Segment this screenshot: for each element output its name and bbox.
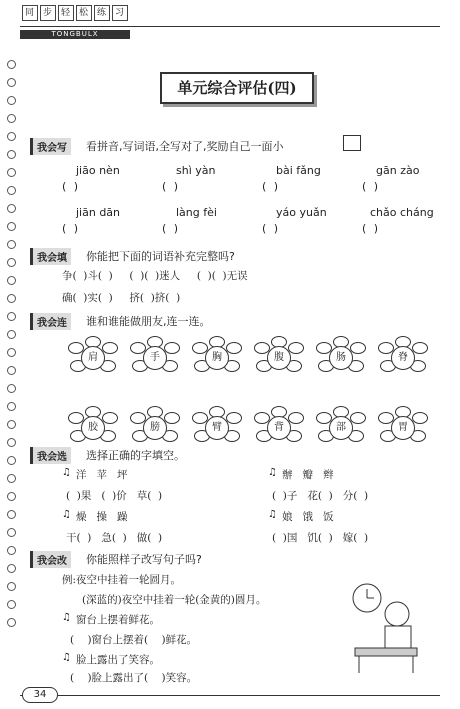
flower-bottom-1[interactable] bbox=[130, 408, 178, 444]
header-bar: TONGBULX bbox=[20, 30, 130, 39]
char-fill-4[interactable]: ( )国 饥( ) 嫁( ) bbox=[272, 532, 369, 544]
example-answer: (深蓝的)夜空中挂着一轮(金黄的)圆月。 bbox=[82, 594, 267, 606]
pinyin-5: jiān dān bbox=[76, 206, 121, 219]
flower-char: 背 bbox=[267, 416, 291, 440]
flower-char: 肠 bbox=[329, 346, 353, 370]
flower-char: 腹 bbox=[267, 346, 291, 370]
pinyin-8: chǎo cháng bbox=[370, 206, 434, 219]
note-icon: ♫ bbox=[268, 509, 277, 520]
answer-blank[interactable]: ( ) bbox=[62, 180, 81, 193]
pinyin-4: gān zào bbox=[376, 164, 420, 177]
section-2-instruction: 你能把下面的词语补充完整吗? bbox=[86, 250, 235, 263]
spiral-binding bbox=[6, 60, 20, 670]
section-tag-rewrite: 我会改 bbox=[30, 551, 71, 568]
flower-char: 胃 bbox=[391, 416, 415, 440]
note-icon: ♫ bbox=[268, 467, 277, 478]
pinyin-3: bài fǎng bbox=[276, 164, 321, 177]
flower-bottom-4[interactable] bbox=[316, 408, 364, 444]
answer-blank[interactable]: ( ) bbox=[362, 180, 381, 193]
answer-blank[interactable]: ( ) bbox=[162, 180, 181, 193]
flower-top-3[interactable] bbox=[254, 338, 302, 374]
answer-blank[interactable]: ( ) bbox=[362, 222, 381, 235]
flower-bottom-5[interactable] bbox=[378, 408, 426, 444]
flower-char: 臂 bbox=[205, 416, 229, 440]
flower-top-4[interactable] bbox=[316, 338, 364, 374]
char-fill-3[interactable]: 干( ) 急( ) 做( ) bbox=[66, 532, 163, 544]
pinyin-2: shì yàn bbox=[176, 164, 216, 177]
flower-char: 部 bbox=[329, 416, 353, 440]
char-group-2: 辦 瓣 辫 bbox=[282, 469, 334, 481]
section-4-instruction: 选择正确的字填空。 bbox=[86, 449, 185, 462]
pinyin-6: làng fèi bbox=[176, 206, 217, 219]
note-icon: ♫ bbox=[62, 467, 71, 478]
header-title: 同 步 轻 松 练 习 bbox=[22, 5, 130, 21]
char-group-3: 燥 操 躁 bbox=[76, 511, 128, 523]
section-3-instruction: 谁和谁能做朋友,连一连。 bbox=[86, 315, 211, 328]
section-tag-connect: 我会连 bbox=[30, 313, 71, 330]
pinyin-7: yáo yuǎn bbox=[276, 206, 327, 219]
section-tag-fill: 我会填 bbox=[30, 248, 71, 265]
answer-blank[interactable]: ( ) bbox=[262, 180, 281, 193]
header-rule bbox=[20, 26, 440, 27]
answer-1[interactable]: ( )窗台上摆着( )鲜花。 bbox=[70, 634, 198, 646]
note-icon: ♫ bbox=[62, 612, 71, 623]
pinyin-1: jiāo nèn bbox=[76, 164, 120, 177]
page-number: 34 bbox=[22, 687, 58, 703]
flower-top-5[interactable] bbox=[378, 338, 426, 374]
flag-icon bbox=[343, 135, 361, 151]
flower-char: 肩 bbox=[81, 346, 105, 370]
question-2: 脸上露出了笑容。 bbox=[76, 654, 160, 666]
flower-bottom-3[interactable] bbox=[254, 408, 302, 444]
flower-bottom-0[interactable] bbox=[68, 408, 116, 444]
flower-char: 胸 bbox=[205, 346, 229, 370]
answer-blank[interactable]: ( ) bbox=[162, 222, 181, 235]
section-5-instruction: 你能照样子改写句子吗? bbox=[86, 553, 202, 566]
flower-char: 脊 bbox=[391, 346, 415, 370]
note-icon: ♫ bbox=[62, 652, 71, 663]
section-1-instruction: 看拼音,写词语,全写对了,奖励自己一面小 bbox=[86, 140, 284, 153]
section-tag-write: 我会写 bbox=[30, 138, 71, 155]
char-group-1: 洋 苹 坪 bbox=[76, 469, 128, 481]
answer-2[interactable]: ( )脸上露出了( )笑容。 bbox=[70, 672, 198, 684]
flower-top-0[interactable] bbox=[68, 338, 116, 374]
answer-blank[interactable]: ( ) bbox=[62, 222, 81, 235]
fill-line-2[interactable]: 确( )实( ) 挤( )挤( ) bbox=[62, 292, 181, 304]
char-group-4: 娘 饿 饭 bbox=[282, 511, 334, 523]
answer-blank[interactable]: ( ) bbox=[262, 222, 281, 235]
flower-top-1[interactable] bbox=[130, 338, 178, 374]
note-icon: ♫ bbox=[62, 509, 71, 520]
section-tag-choose: 我会选 bbox=[30, 447, 71, 464]
question-1: 窗台上摆着鲜花。 bbox=[76, 614, 160, 626]
char-fill-2[interactable]: ( )子 花( ) 分( ) bbox=[272, 490, 369, 502]
example-sentence: 例:夜空中挂着一轮圆月。 bbox=[62, 574, 182, 586]
fill-line-1[interactable]: 争( )斗( ) ( )( )迷人 ( )( )无误 bbox=[62, 270, 248, 282]
char-fill-1[interactable]: ( )果 ( )价 草( ) bbox=[66, 490, 163, 502]
flower-top-2[interactable] bbox=[192, 338, 240, 374]
flower-char: 胶 bbox=[81, 416, 105, 440]
student-illustration bbox=[345, 580, 425, 675]
page-title: 单元综合评估(四) bbox=[160, 72, 314, 104]
flower-bottom-2[interactable] bbox=[192, 408, 240, 444]
flower-char: 手 bbox=[143, 346, 167, 370]
footer-rule bbox=[20, 695, 440, 696]
flower-char: 膀 bbox=[143, 416, 167, 440]
